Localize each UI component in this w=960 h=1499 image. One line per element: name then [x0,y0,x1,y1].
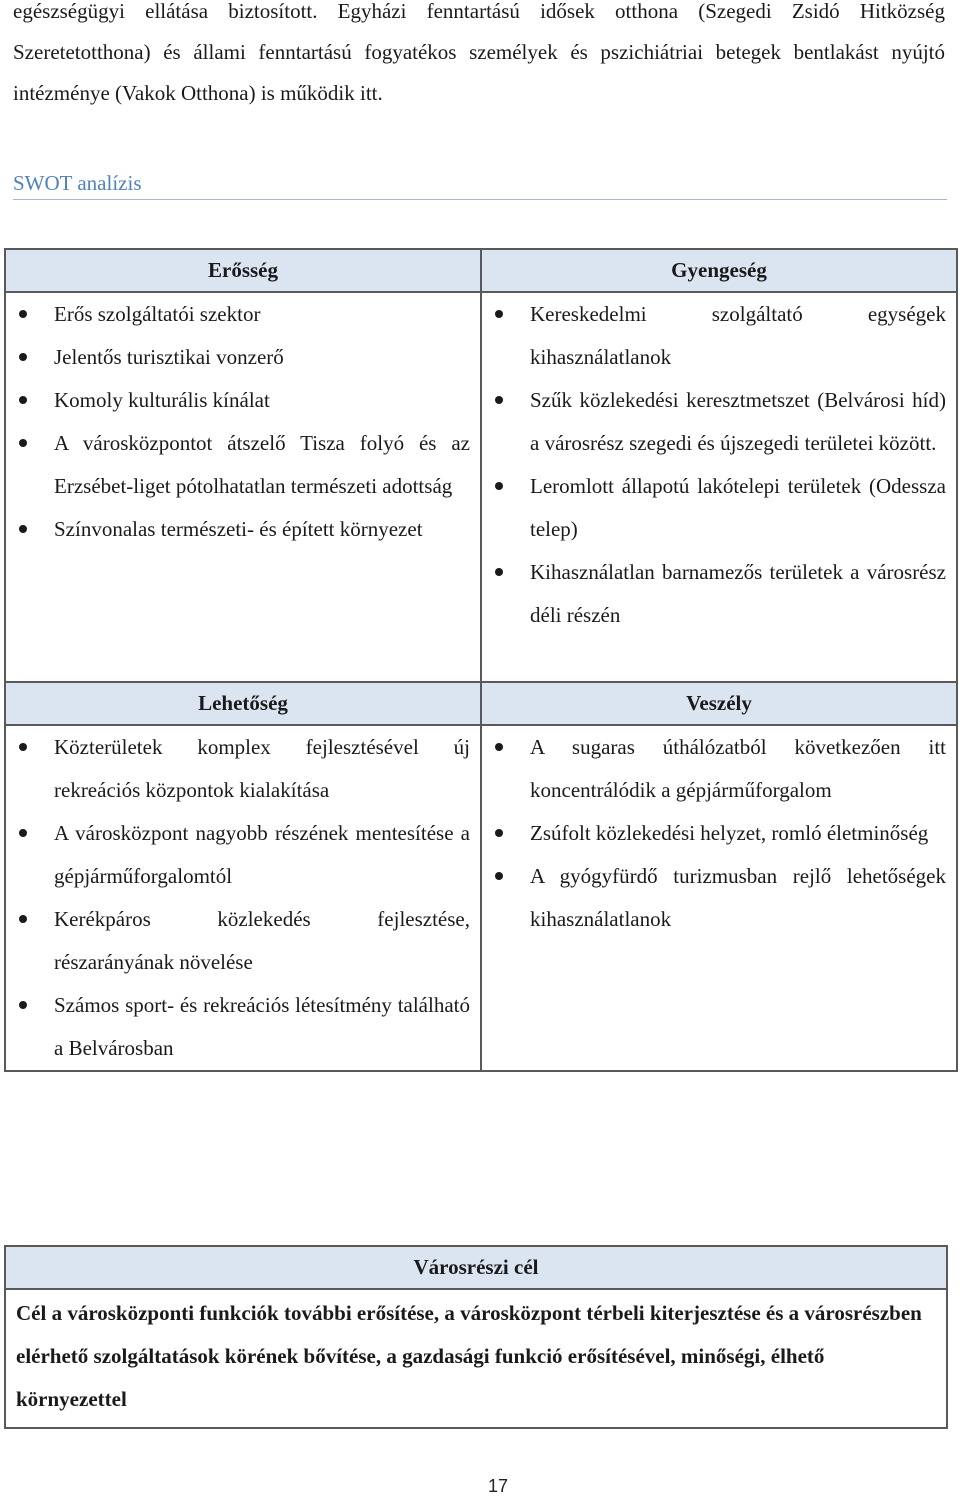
strengths-cell [5,292,481,682]
list-item: A sugaras úthálózatból következően itt koncentrálódik a gépjárműforgalom [530,726,946,812]
opportunities-cell [5,725,481,1071]
goal-header: Városrészi cél [5,1246,947,1289]
intro-paragraph: egészségügyi ellátása biztosított. Egyházi fenntartású idősek otthona (Szegedi Zsidó Hitközség Szeretetotthona) és állami fenntartású fogyatékos személyek és pszichiátriai betegek bentlakást nyújtó intézménye (Vakok Otthona) is működik itt. [13,0,945,105]
threats-list [482,726,956,941]
list-item: Komoly kulturális kínálat [54,379,470,422]
intro-text [13,0,945,114]
list-item: Kerékpáros közlekedés fejlesztése, részarányának növelése [54,898,470,984]
list-item: Számos sport- és rekreációs létesítmény található a Belvárosban [54,984,470,1070]
list-item: A gyógyfürdő turizmusban rejlő lehetőségek kihasználatlanok [530,855,946,941]
threats-cell [481,725,957,1071]
list-item: Leromlott állapotú lakótelepi területek (Odessza telep) [530,465,946,551]
opportunities-header: Lehetőség [5,682,481,725]
list-item: A városközpontot átszelő Tisza folyó és az Erzsébet-liget pótolhatatlan természeti adottság [54,422,470,508]
list-item: Kihasználatlan barnamezős területek a városrész déli részén [530,551,946,637]
list-item: Színvonalas természeti- és épített környezet [54,508,470,551]
weaknesses-cell [481,292,957,682]
weaknesses-header: Gyengeség [481,249,957,292]
page-number: 17 [487,1476,509,1496]
threats-header: Veszély [481,682,957,725]
weaknesses-list [482,293,956,637]
list-item: Szűk közlekedési keresztmetszet (Belvárosi híd) a városrész szegedi és újszegedi területei között. [530,379,946,465]
section-heading-text: SWOT analízis [13,171,142,195]
list-item: A városközpont nagyobb részének mentesítése a gépjárműforgalomtól [54,812,470,898]
opportunities-list [6,726,480,1070]
strengths-header: Erősség [5,249,481,292]
list-item: Jelentős turisztikai vonzerő [54,336,470,379]
list-item: Erős szolgáltatói szektor [54,293,470,336]
goal-table [4,1245,948,1429]
strengths-list [6,293,480,551]
swot-table [4,248,958,1072]
list-item: Kereskedelmi szolgáltató egységek kihasználatlanok [530,293,946,379]
section-heading [13,166,947,200]
list-item: Zsúfolt közlekedési helyzet, romló életminőség [530,812,946,855]
goal-text: Cél a városközponti funkciók további erősítése, a városközpont térbeli kiterjesztése és a városrészben elérhető szolgáltatások körének bővítése, a gazdasági funkció erősítésével, minőségi, élhető környezettel [5,1289,947,1428]
list-item: Közterületek komplex fejlesztésével új rekreációs központok kialakítása [54,726,470,812]
